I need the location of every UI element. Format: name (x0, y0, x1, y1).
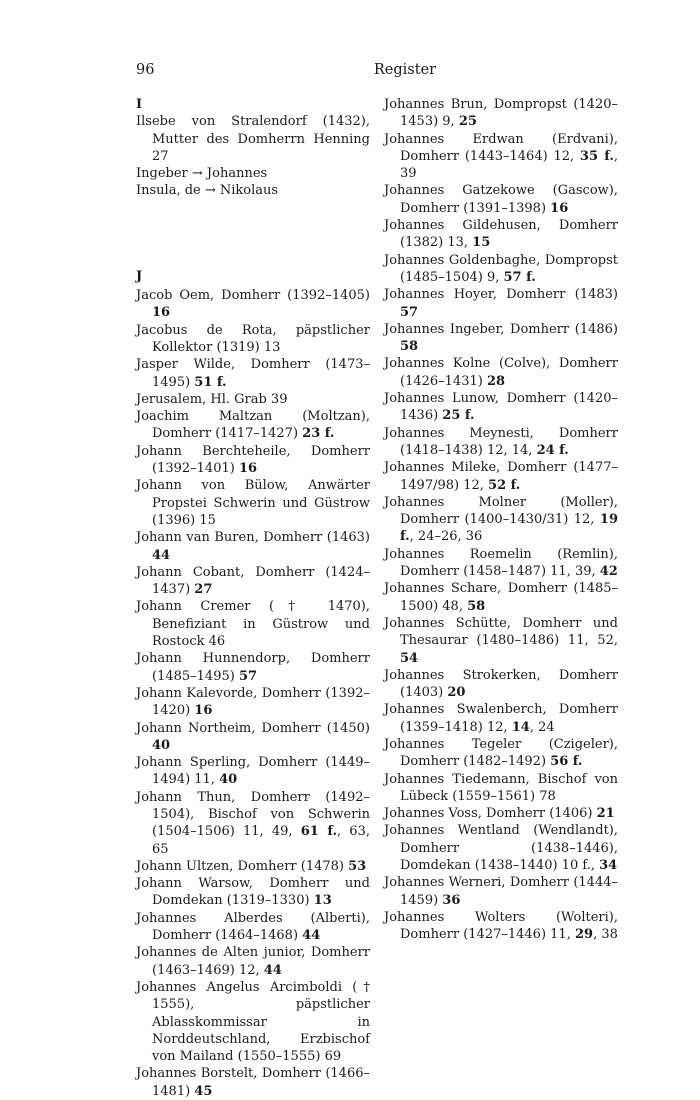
register-entry (384, 425, 618, 460)
entry-main-reference: 54 (400, 650, 419, 666)
register-entry (136, 113, 370, 165)
entry-text: Johannes Voss, Domherr (1406) (384, 806, 597, 822)
entry-main-reference: 44 (263, 962, 282, 978)
register-entry (136, 944, 370, 979)
register-entry (384, 667, 618, 702)
entry-text: Johannes Roemelin (Remlin), Domherr (1458–1487) 11, 39, (384, 546, 618, 580)
entry-main-reference: 56 f. (550, 754, 583, 770)
entry-text: Johannes Gildehusen, Domherr (1382) 13, (384, 218, 618, 251)
entry-main-reference: 57 f. (503, 269, 536, 285)
register-entry (384, 805, 618, 822)
register-entry (384, 286, 618, 321)
register-entry (136, 875, 370, 910)
register-entry (384, 390, 618, 425)
register-entry (384, 736, 618, 771)
entry-text: Johann Kalevorde, Domherr (1392–1420) (136, 685, 370, 719)
entry-main-reference: 14 (511, 719, 530, 735)
register-entry (384, 909, 618, 944)
entry-main-reference: 21 (596, 806, 615, 822)
entry-main-reference: 57 (400, 304, 419, 320)
register-entry (136, 408, 370, 443)
entry-text: Johannes Schütte, Domherr und Thesaurar (1480–1486) 11, 52, (384, 615, 618, 649)
register-entry (136, 858, 370, 875)
entry-main-reference: 20 (447, 685, 466, 701)
register-entry (384, 615, 618, 667)
register-entry (136, 685, 370, 720)
entry-text: Johannes Tiedemann, Bischof von Lübeck (1559–1561) 78 (384, 771, 618, 804)
entry-text: Johannes Tegeler (Czigeler), Domherr (1482–1492) (384, 736, 618, 770)
register-entry (384, 822, 618, 874)
entry-text: Johannes Hoyer, Domherr (1483) (384, 287, 618, 303)
entry-text: Johann Cobant, Domherr (1424–1437) (136, 564, 370, 598)
register-entry (384, 546, 618, 581)
register-entry (136, 182, 370, 199)
entry-main-reference: 25 (458, 114, 477, 130)
register-entry (136, 322, 370, 357)
entry-main-reference: 16 (550, 200, 569, 216)
entry-main-reference: 36 (442, 892, 461, 908)
entry-text-after: , 24 (529, 719, 555, 735)
entry-text: Johannes Strokerken, Domherr (1403) (384, 667, 618, 701)
entry-main-reference: 61 f. (300, 824, 337, 840)
register-entry (384, 217, 618, 252)
entry-text: Johannes Wolters (Wolteri), Domherr (1427–1446) 11, (384, 909, 618, 943)
register-entry (384, 494, 618, 546)
register-entry (136, 443, 370, 478)
register-entry (136, 754, 370, 789)
entry-main-reference: 28 (486, 373, 506, 389)
entry-main-reference: 40 (219, 772, 238, 788)
entry-main-reference: 44 (152, 547, 171, 563)
register-entry (136, 165, 370, 182)
entry-main-reference: 51 f. (194, 374, 227, 390)
register-entry (136, 287, 370, 322)
register-entry (136, 720, 370, 755)
entry-text: Johannes de Alten junior, Domherr (1463–1469) 12, (136, 945, 370, 978)
register-entry (384, 701, 618, 736)
entry-text: Johannes Kolne (Colve), Domherr (1426–1431) (384, 356, 618, 389)
entry-text: Insula, de → Nikolaus (136, 183, 279, 199)
entry-main-reference: 57 (238, 668, 258, 684)
entry-text: Johann van Buren, Domherr (1463) (136, 530, 370, 546)
entry-text: Johannes Swalenberch, Domherr (1359–1418) 12, (384, 702, 618, 735)
entry-main-reference: 52 f. (488, 477, 521, 493)
entry-main-reference: 13 (313, 893, 332, 909)
entry-text-after: , 24–26, 36 (409, 529, 483, 545)
entry-text: Johann Cremer († 1470), Benefiziant in Güstrow und Rostock 46 (136, 599, 370, 650)
entry-text: Johannes Gatzekowe (Gascow), Domherr (1391–1398) (384, 183, 618, 216)
entry-text: Johannes Ingeber, Domherr (1486) (384, 321, 618, 337)
entry-main-reference: 24 f. (536, 442, 569, 458)
register-entry (384, 874, 618, 909)
entry-text: Johann Thun, Domherr (1492–1504), Bischof von Schwerin (1504–1506) 11, 49, (136, 789, 370, 840)
entry-text: Johannes Angelus Arcimboldi († 1555), päpstlicher Ablasskommissar in Norddeutschland, Erzbischof von Mailand (1550–1555) 69 (136, 979, 370, 1065)
page-number: 96 (136, 62, 155, 78)
entry-text: Johannes Borstelt, Domherr (1466–1481) (136, 1066, 370, 1099)
entry-main-reference: 16 (238, 461, 258, 477)
entry-text: Johannes Werneri, Domherr (1444–1459) (384, 875, 618, 908)
register-entry (136, 1065, 370, 1100)
register-entry (384, 131, 618, 183)
entry-main-reference: 42 (599, 564, 618, 580)
register-entry (136, 529, 370, 564)
entry-main-reference: 40 (152, 737, 171, 753)
entry-text: Johannes Lunow, Domherr (1420–1436) (384, 391, 618, 424)
entry-text: Johann Berchteheile, Domherr (1392–1401) (136, 443, 370, 477)
entry-text: Johannes Alberdes (Alberti), Domherr (1464–1468) (136, 910, 370, 944)
entry-main-reference: 16 (194, 703, 213, 719)
entry-text: Joachim Maltzan (Moltzan), Domherr (1417–1427) (136, 409, 370, 442)
entry-main-reference: 53 (348, 858, 367, 874)
entry-text: Johann Warsow, Domherr und Domdekan (1319–1330) (136, 876, 370, 909)
register-entry (384, 355, 618, 390)
entry-main-reference: 35 f. (579, 148, 614, 164)
entry-text: Jacobus de Rota, päpstlicher Kollektor (1319) 13 (136, 322, 370, 355)
entry-text: Johannes Meynesti, Domherr (1418–1438) 12, 14, (384, 425, 618, 458)
register-entry (136, 789, 370, 858)
register-entry (384, 459, 618, 494)
register-entry (384, 182, 618, 217)
entry-main-reference: 45 (194, 1083, 213, 1099)
entry-text: Johannes Schare, Domherr (1485–1500) 48, (384, 581, 618, 614)
register-entry (384, 96, 618, 131)
entry-main-reference: 19 f. (400, 512, 618, 545)
register-entry (136, 356, 370, 391)
entry-text: Ingeber → Johannes (136, 166, 268, 182)
entry-main-reference: 58 (400, 339, 419, 355)
register-entry (136, 910, 370, 945)
entry-main-reference: 16 (152, 305, 171, 321)
entry-text-after: , 39 (400, 148, 618, 182)
entry-main-reference: 44 (302, 928, 321, 944)
entry-text: Johannes Molner (Moller), Domherr (1400–1430/31) 12, (384, 494, 618, 528)
section-letter: I (136, 97, 143, 112)
entry-text: Jerusalem, Hl. Grab 39 (136, 391, 288, 407)
entry-text: Johannes Wentland (Wendlandt), Domherr (1438–1446), Domdekan (1438–1440) 10 f., (384, 823, 618, 874)
entry-text: Ilsebe von Stralendorf (1432), Mutter des Domherrn Henning 27 (136, 114, 370, 164)
section-letter: J (136, 268, 143, 284)
entry-text: Jasper Wilde, Domherr (1473–1495) (136, 357, 370, 390)
entry-text: Johann Sperling, Domherr (1449–1494) 11, (136, 755, 370, 788)
register-entry (136, 391, 370, 408)
entry-main-reference: 58 (467, 598, 486, 614)
register-entry (136, 598, 370, 650)
entry-text: Johannes Mileke, Domherr (1477–1497/98) 12, (384, 460, 618, 493)
entry-text: Johannes Goldenbaghe, Dompropst (1485–1504) 9, (384, 252, 618, 285)
register-entry (136, 979, 370, 1065)
register-entry (384, 580, 618, 615)
register-entry (384, 321, 618, 356)
entry-main-reference: 34 (599, 858, 618, 874)
register-column-right (384, 96, 618, 944)
register-column-left (136, 96, 370, 1100)
entry-text: Jacob Oem, Domherr (1392–1405) (136, 288, 370, 304)
register-entry (384, 771, 618, 806)
entry-text: Johannes Brun, Dompropst (1420–1453) 9, (384, 97, 618, 130)
entry-main-reference: 25 f. (442, 408, 475, 424)
entry-main-reference: 29 (574, 927, 594, 943)
entry-main-reference: 23 f. (302, 426, 335, 442)
register-entry (384, 252, 618, 287)
entry-text-after: , 63, 65 (152, 824, 370, 857)
entry-text: Johannes Erdwan (Erdvani), Domherr (1443–1464) 12, (384, 131, 618, 164)
entry-text: Johann Hunnendorp, Domherr (1485–1495) (136, 651, 370, 684)
entry-main-reference: 15 (472, 235, 491, 251)
entry-text: Johann von Bülow, Anwärter Propstei Schwerin und Güstrow (1396) 15 (136, 478, 370, 528)
entry-text: Johann Northeim, Domherr (1450) (136, 720, 370, 736)
running-head: Register (373, 62, 437, 78)
register-entry (136, 650, 370, 685)
register-entry (136, 564, 370, 599)
register-entry (136, 477, 370, 529)
entry-text: Johann Ultzen, Domherr (1478) (136, 858, 349, 874)
entry-main-reference: 27 (194, 582, 213, 598)
entry-text-after: , 38 (593, 927, 618, 943)
